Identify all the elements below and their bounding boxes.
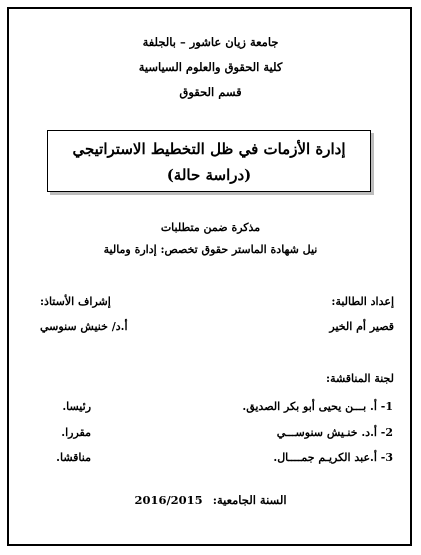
thesis-subtitle: (دراسة حالة)	[166, 166, 252, 184]
memo-line-1: مذكرة ضمن متطلبات	[160, 221, 261, 234]
academic-year	[0, 495, 421, 507]
thesis-title: إدارة الأزمات في ظل التخطيط الاستراتيجي	[72, 140, 346, 158]
supervisor-name: أ.د/ خنيش سنوسي	[40, 320, 128, 333]
academic-year-label: السنة الجامعية:	[212, 493, 287, 507]
jury-role-3: مناقشا.	[56, 451, 91, 464]
jury-member-2: 2- أ.د. خنـيش سنوســـي	[276, 426, 393, 439]
academic-year-value: 2016/2015	[134, 493, 203, 507]
title-box	[47, 130, 371, 192]
jury-label: لجنة المناقشة:	[326, 372, 394, 385]
jury-role-1: رئيسا.	[62, 400, 91, 413]
department-name: قسم الحقوق	[179, 85, 242, 99]
jury-member-3: 3- أ.عبد الكريـم جمــــال.	[273, 451, 393, 464]
supervision-label: إشراف الأستاذ:	[40, 295, 111, 308]
student-name: قصير أم الخير	[329, 320, 394, 333]
jury-member-1: 1- أ. بـــن يحيى أبو بكر الصديق.	[242, 400, 393, 413]
university-name: جامعة زيان عاشور – بالجلفة	[142, 35, 279, 49]
faculty-name: كلية الحقوق والعلوم السياسية	[138, 60, 283, 74]
preparation-label: إعداد الطالبة:	[331, 295, 394, 308]
jury-role-2: مقررا.	[61, 426, 91, 439]
memo-line-2: نيل شهادة الماستر حقوق تخصص: إدارة ومالية	[103, 243, 318, 256]
